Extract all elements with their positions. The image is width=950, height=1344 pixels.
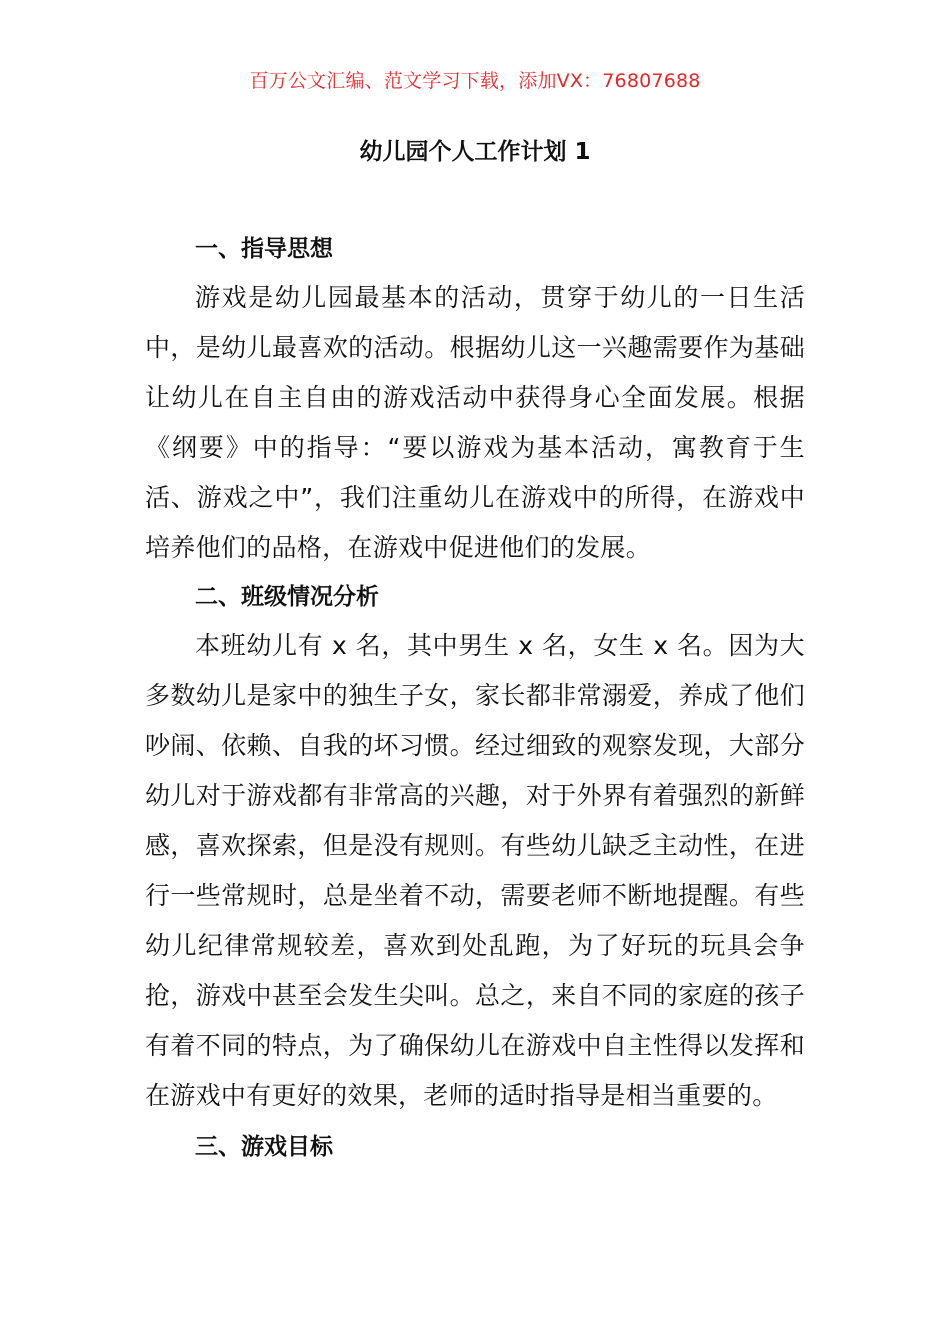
- section-paragraph-class-analysis: 本班幼儿有 x 名，其中男生 x 名，女生 x 名。因为大多数幼儿是家中的独生子女，家长都非常溺爱，养成了他们吵闹、依赖、自我的坏习惯。经过细致的观察发现，大部分幼儿对于游戏都有非常高的兴趣，对于外界有着强烈的新鲜感，喜欢探索，但是没有规则。有些幼儿缺乏主动性，在进行一些常规时，总是坐着不动，需要老师不断地提醒。有些幼儿纪律常规较差，喜欢到处乱跑，为了好玩的玩具会争抢，游戏中甚至会发生尖叫。总之，来自不同的家庭的孩子有着不同的特点，为了确保幼儿在游戏中自主性得以发挥和在游戏中有更好的效果，老师的适时指导是相当重要的。: [145, 631, 805, 1110]
- promo-banner: 百万公文汇编、范文学习下载，添加VX：76807688: [249, 70, 701, 92]
- document-title: 幼儿园个人工作计划 1: [359, 139, 591, 165]
- section-heading-class-analysis: 二、班级情况分析: [195, 584, 379, 610]
- section-paragraph-guiding-thought: 游戏是幼儿园最基本的活动，贯穿于幼儿的一日生活中，是幼儿最喜欢的活动。根据幼儿这一兴趣需要作为基础让幼儿在自主自由的游戏活动中获得身心全面发展。根据《纲要》中的指导：“要以游戏为基本活动，寓教育于生活、游戏之中”，我们注重幼儿在游戏中的所得，在游戏中培养他们的品格，在游戏中促进他们的发展。: [145, 283, 805, 562]
- section-heading-game-goals: 三、游戏目标: [195, 1134, 333, 1160]
- section-heading-guiding-thought: 一、指导思想: [195, 236, 333, 262]
- document-body: [145, 225, 805, 1171]
